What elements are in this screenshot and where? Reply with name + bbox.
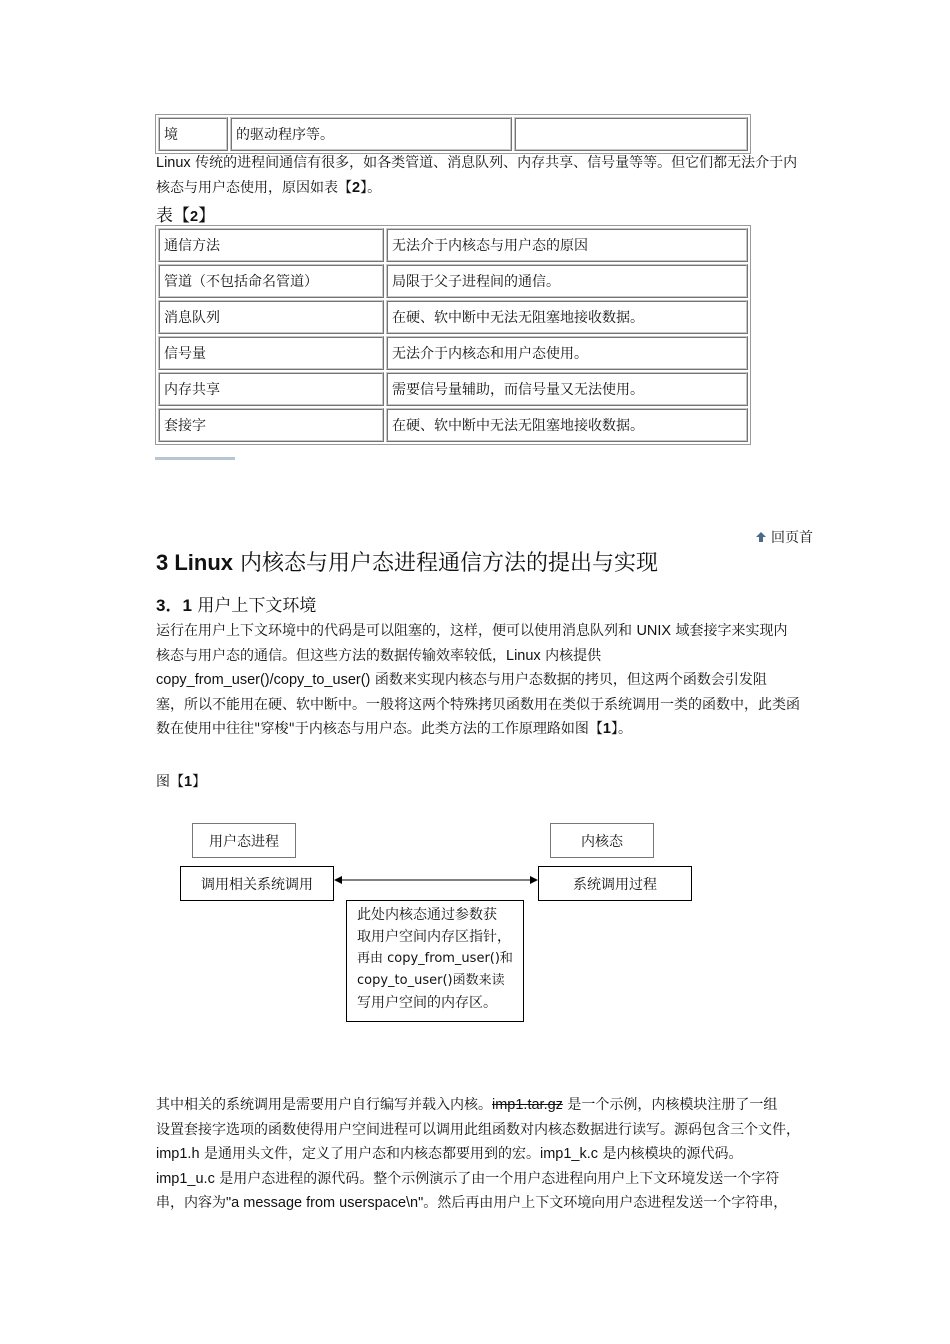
- table-header-cell: 无法介于内核态与用户态的原因: [386, 228, 748, 262]
- note-line: 此处内核态通过参数获: [357, 907, 497, 923]
- comparison-table: [155, 225, 751, 445]
- body-paragraph: [156, 1093, 818, 1216]
- text-line: copy_from_user()/copy_to_user() 函数来实现内核态与用户态数据的拷贝，但这两个函数会引发阻: [156, 672, 767, 688]
- table-cell: 消息队列: [158, 300, 384, 334]
- table-row: [158, 228, 748, 262]
- text-line: 运行在用户上下文环境中的代码是可以阻塞的，这样，便可以使用消息队列和 UNIX 域套接字来实现内: [156, 623, 788, 639]
- table-cell: 局限于父子进程间的通信。: [386, 264, 748, 298]
- table-row: [158, 117, 748, 151]
- table-cell: 需要信号量辅助，而信号量又无法使用。: [386, 372, 748, 406]
- text-line: 数在使用中往往"穿梭"于内核态与用户态。此类方法的工作原理路如图【1】。: [156, 721, 632, 737]
- table-cell: 在硬、软中断中无法无阻塞地接收数据。: [386, 300, 748, 334]
- table-continued: [155, 114, 751, 154]
- note-line: 再由 copy_from_user()和: [357, 951, 513, 966]
- bidirectional-arrow: [333, 874, 539, 886]
- table-row: [158, 300, 748, 334]
- subsection-title: 3．1 用户上下文环境: [156, 596, 317, 616]
- table-header-cell: 通信方法: [158, 228, 384, 262]
- table-cell: [514, 117, 748, 151]
- text-line: 塞，所以不能用在硬、软中断中。一般将这两个特殊拷贝函数用在类似于系统调用一类的函数中，此类函: [156, 696, 800, 713]
- text-line: 核态与用户态的通信。但这些方法的数据传输效率较低，Linux 内核提供: [156, 647, 602, 664]
- text-line: imp1.h 是通用头文件，定义了用户态和内核态都要用到的宏。imp1_k.c 是内核模块的源代码。: [156, 1146, 743, 1162]
- intro-line: 核态与用户态使用，原因如表【2】。: [156, 179, 382, 196]
- back-to-top-link[interactable]: 回页首: [755, 527, 813, 547]
- table2-label: 表【2】: [156, 206, 216, 226]
- explanation-note-box: [346, 900, 524, 1022]
- text-line: imp1_u.c 是用户态进程的源代码。整个示例演示了由一个用户态进程向用户上下文环境发送一个字符: [156, 1170, 780, 1187]
- figure-label: 图【1】: [156, 774, 207, 790]
- text-line: 其中相关的系统调用是需要用户自行编写并载入内核。imp1.tar.gz 是一个示例，内核模块注册了一组: [156, 1097, 778, 1113]
- table-cell: 无法介于内核态和用户态使用。: [386, 336, 748, 370]
- section-title: 3 Linux 内核态与用户态进程通信方法的提出与实现: [156, 550, 659, 576]
- text-line: 设置套接字选项的函数使得用户空间进程可以调用此组函数对内核态数据进行读写。源码包含三个文件，: [156, 1121, 800, 1138]
- table-cell: 境: [158, 117, 228, 151]
- table-cell: 内存共享: [158, 372, 384, 406]
- table-cell: 在硬、软中断中无法无阻塞地接收数据。: [386, 408, 748, 442]
- table-cell: 套接字: [158, 408, 384, 442]
- note-line: copy_to_user()函数来读: [357, 973, 505, 988]
- table-row: [158, 264, 748, 298]
- table-row: [158, 408, 748, 442]
- table-row: [158, 336, 748, 370]
- note-line: 写用户空间的内存区。: [357, 995, 497, 1011]
- call-syscall-box: 调用相关系统调用: [180, 866, 334, 901]
- body-paragraph: [156, 619, 818, 742]
- user-process-box: 用户态进程: [192, 823, 296, 858]
- table-cell: 管道（不包括命名管道）: [158, 264, 384, 298]
- syscall-process-box: 系统调用过程: [538, 866, 692, 901]
- table-row: [158, 372, 748, 406]
- text-line: 串，内容为"a message from userspace\n"。然后再由用户上下文环境向用户态进程发送一个字符串，: [156, 1195, 788, 1211]
- intro-paragraph: [156, 151, 818, 200]
- section-divider: [155, 457, 235, 460]
- intro-line: Linux 传统的进程间通信有很多，如各类管道、消息队列、内存共享、信号量等等。但它们都无法介于内: [156, 155, 798, 171]
- note-line: 取用户空间内存区指针，: [357, 929, 511, 945]
- table-cell: 信号量: [158, 336, 384, 370]
- kernel-mode-box: 内核态: [550, 823, 654, 858]
- arrow-up-icon: [755, 531, 767, 543]
- table-cell: 的驱动程序等。: [230, 117, 512, 151]
- example-download-link[interactable]: imp1.tar.gz: [492, 1097, 563, 1113]
